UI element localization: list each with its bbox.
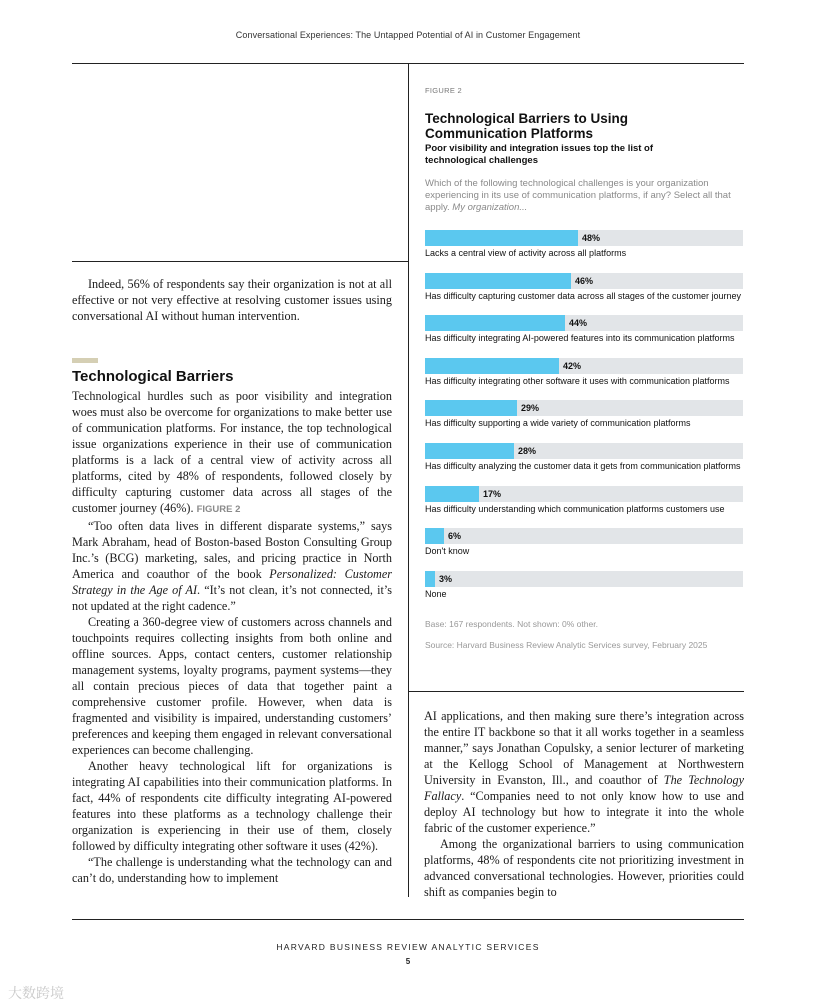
bar-track [425,400,743,416]
intro-text [72,276,392,324]
bar-row [425,358,745,401]
bar [425,400,517,416]
bar [425,528,444,544]
bar-row [425,273,745,316]
section-accent-bar [72,358,98,363]
bar-value-label: 42% [563,360,582,371]
section-heading: Technological Barriers [72,368,234,385]
paragraph-3: Creating a 360-degree view of customers across channels and touchpoints requires collecting insights from both online and offline sources. Apps, contact centers, customer relationship management systems, loyalty programs, payment systems—they all contain precious pieces of data that together paint a comprehensive customer profile. However, when data is fragmented and visibility is impaired, understanding customers’ preferences and keeping them engaged in relevant conversational experiences can become challenging. [72,615,392,757]
footer-organization: HARVARD BUSINESS REVIEW ANALYTIC SERVICES [276,942,540,952]
section-body [72,388,392,886]
bar-value-label: 6% [448,531,462,542]
bar-track [425,358,743,374]
paragraph-5: “The challenge is understanding what the technology can and can’t do, understanding how to implement [72,855,392,885]
bar-category-label: Don't know [425,546,470,557]
bar-category-label: None [425,588,447,599]
survey-question: Which of the following technological challenges is your organization experiencing in its use of communication platforms, if any? Select all that apply. My organization... [425,178,731,213]
right-body [424,708,744,900]
bar [425,571,435,587]
bar-category-label: Has difficulty capturing customer data across all stages of the customer journey [425,290,741,301]
right-paragraph-1: AI applications, and then making sure there’s integration across the entire IT backbone so that it all works together in a seamless manner,” says Jonathan Copulsky, a senior lecturer of marketing at the Kellogg School of Management at Northwestern University in Evanston, Ill., and coauthor of The Technology Fallacy. “Companies need to not only know how to use and deploy AI technology but how to integrate it into the whole fabric of the customer experience.” [424,709,744,835]
running-title: Conversational Experiences: The Untapped Potential of AI in Customer Engagement [235,30,581,40]
book-title: Personalized: Customer Strategy in the Age of AI [72,567,392,597]
intro-paragraph: Indeed, 56% of respondents say their organization is not at all effective or not very effective at resolving customer issues using conversational AI without human intervention. [72,277,392,323]
bar-row [425,230,745,273]
watermark-logo: 大数跨境 [8,986,64,1002]
bar-value-label: 17% [483,488,502,499]
paragraph-2: “Too often data lives in different disparate systems,” says Mark Abraham, head of Boston-based Boston Consulting Group Inc.’s (BCG) marketing, sales, and pricing practice in North America and coauthor of the book Personalized: Customer Strategy in the Age of AI. “It’s not clean, it’s not connected, it’s not updated at the right cadence.” [72,519,392,613]
bar [425,443,514,459]
bar [425,273,571,289]
bar-category-label: Has difficulty analyzing the customer data it gets from communication platforms [425,460,741,471]
bar-chart [425,230,745,613]
bar-row [425,486,745,529]
bar-value-label: 48% [582,233,601,243]
column-divider [408,63,409,897]
right-paragraph-2: Among the organizational barriers to using communication platforms, 48% of respondents cite not prioritizing investment in advanced conversational technologies. However, priorities could shift as companies begin to [424,837,744,899]
bar-row [425,443,745,486]
bar [425,358,559,374]
bar-category-label: Lacks a central view of activity across all platforms [425,248,627,258]
paragraph-4: Another heavy technological lift for organizations is integrating AI capabilities into their communication platforms. In fact, 44% of respondents cite difficulty integrating AI-powered features into these platforms as a technology challenge their organization is experiencing in their use of them, closely followed by difficulty integrating other software it uses (42%). [72,759,392,853]
bar [425,486,479,502]
bar-track [425,528,743,544]
bottom-rule [72,919,744,920]
bar-value-label: 46% [575,275,594,286]
bar-row [425,528,745,571]
left-box-rule [72,261,408,262]
bar-track [425,571,743,587]
bar-category-label: Has difficulty integrating AI-powered features into its communication platforms [425,333,735,344]
bar-category-label: Has difficulty supporting a wide variety of communication platforms [425,418,691,429]
figure-reference-link[interactable]: FIGURE 2 [196,504,241,515]
figure-label: FIGURE 2 [425,86,462,95]
question-italic: My organization... [452,202,528,213]
bar-value-label: 29% [521,403,540,414]
bar-category-label: Has difficulty understanding which communication platforms customers use [425,503,725,514]
bar-track [425,486,743,502]
figure-bottom-rule [408,691,744,692]
figure-2 [425,86,745,651]
page-number: 5 [405,957,411,966]
book-title-2: The Technology Fallacy [424,773,744,803]
bar-category-label: Has difficulty integrating other software it uses with communication platforms [425,375,730,386]
bar-row [425,571,745,614]
bar-track [425,443,743,459]
figure-subtitle: Poor visibility and integration issues top the list of technological challenges [425,143,654,166]
bar [425,230,578,246]
figure-title: Technological Barriers to Using Communication Platforms [425,111,629,141]
bar-value-label: 3% [439,573,453,584]
bar-value-label: 44% [569,318,588,329]
bar-row [425,400,745,443]
bar-value-label: 28% [518,445,537,456]
source-note: Source: Harvard Business Review Analytic Services survey, February 2025 [425,640,708,651]
bar-row [425,315,745,358]
paragraph-1: Technological hurdles such as poor visibility and integration woes must also be overcome for organizations to make better use of communication platforms. For instance, the top technological issue organizations experience in their use of communication platforms is a lack of a central view of activity across all platforms, cited by 48% of respondents, followed closely by difficulty capturing customer data across all stages of the customer journey (46%). FIGURE 2 [72,389,392,515]
base-note: Base: 167 respondents. Not shown: 0% other. [425,619,598,630]
bar [425,315,565,331]
